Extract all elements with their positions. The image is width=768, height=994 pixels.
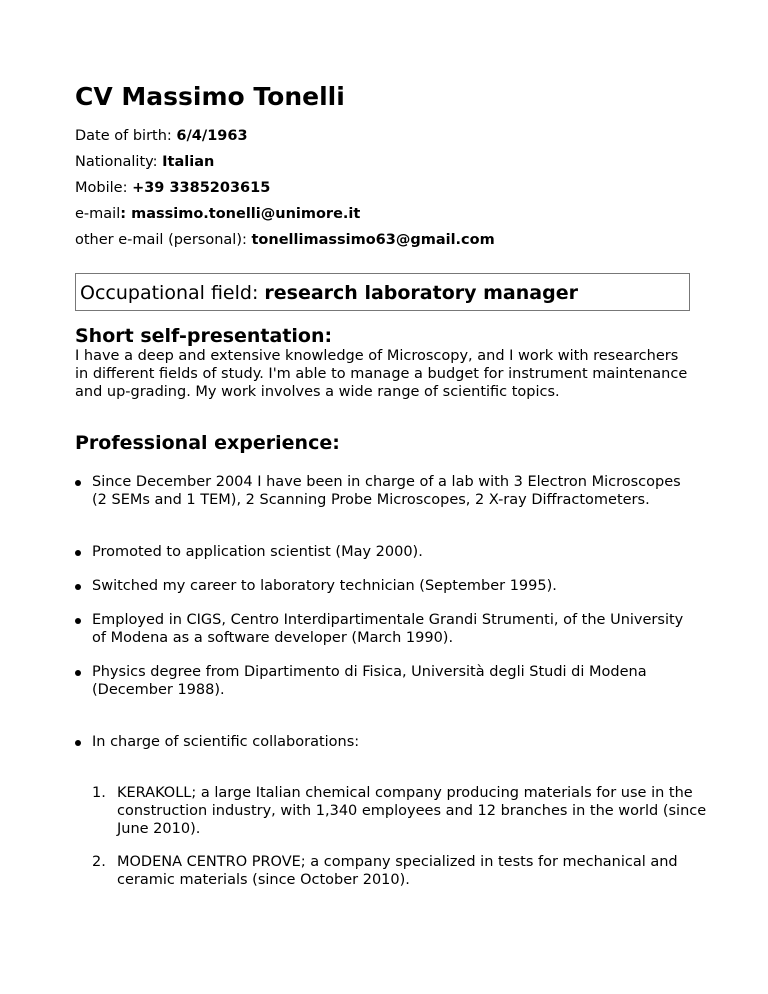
list-item-text: Physics degree from Dipartimento di Fisica, Università degli Studi di Modena (December 1988). [92,664,647,698]
email [75,205,360,223]
collaboration-text: KERAKOLL; a large Italian chemical company producing materials for use in the construction industry, with 1,340 employees and 12 branches in the world (since June 2010). [117,785,707,837]
self-presentation-heading: Short self-presentation: [75,325,333,347]
page-title: CV Massimo Tonelli [75,82,345,111]
self-presentation-text: I have a deep and extensive knowledge of Microscopy, and I work with researchers in different fields of study. I'm able to manage a budget for instrument maintenance and up-grading. My work involves a wide range of scientific topics. [75,348,688,400]
email-value: : massimo.tonelli@unimore.it [120,206,361,222]
bullet-dot [75,670,81,676]
collaboration-item [92,784,707,838]
date-of-birth [75,127,248,145]
bullet-dot [75,550,81,556]
list-item [92,543,692,561]
nationality-label: Nationality: [75,154,163,170]
other-email-label: other e-mail (personal): [75,232,252,248]
dob-label: Date of birth: [75,128,177,144]
list-item [92,663,692,699]
list-item-text: Since December 2004 I have been in charge of a lab with 3 Electron Microscopes (2 SEMs and 1 TEM), 2 Scanning Probe Microscopes, 2 X-ray Diffractometers. [92,474,681,508]
mobile-label: Mobile: [75,180,133,196]
occupational-label: Occupational field: [80,282,265,304]
list-item-text: Promoted to application scientist (May 2000). [92,544,423,560]
mobile-value: +39 3385203615 [132,180,271,196]
list-item-text: Switched my career to laboratory technician (September 1995). [92,578,557,594]
list-item [92,611,692,647]
list-number: 1. [92,785,106,801]
other-email [75,231,495,249]
nationality-value: Italian [162,154,215,170]
nationality [75,153,214,171]
bullet-dot [75,740,81,746]
email-label: e-mail [75,206,121,222]
occupational-field-box [75,273,690,311]
list-item [92,577,692,595]
collaboration-text: MODENA CENTRO PROVE; a company specialized in tests for mechanical and ceramic materials (since October 2010). [117,854,678,888]
professional-experience-heading: Professional experience: [75,432,340,454]
list-item [92,733,692,751]
occupational-value: research laboratory manager [264,282,578,304]
bullet-dot [75,584,81,590]
list-number: 2. [92,854,106,870]
bullet-dot [75,480,81,486]
list-item-text: In charge of scientific collaborations: [92,734,360,750]
list-item-text: Employed in CIGS, Centro Interdipartimentale Grandi Strumenti, of the University of Modena as a software developer (March 1990). [92,612,684,646]
list-item [92,473,692,509]
mobile [75,179,270,197]
collaboration-item [92,853,707,889]
dob-value: 6/4/1963 [176,128,248,144]
bullet-dot [75,618,81,624]
other-email-value: tonellimassimo63@gmail.com [251,232,495,248]
